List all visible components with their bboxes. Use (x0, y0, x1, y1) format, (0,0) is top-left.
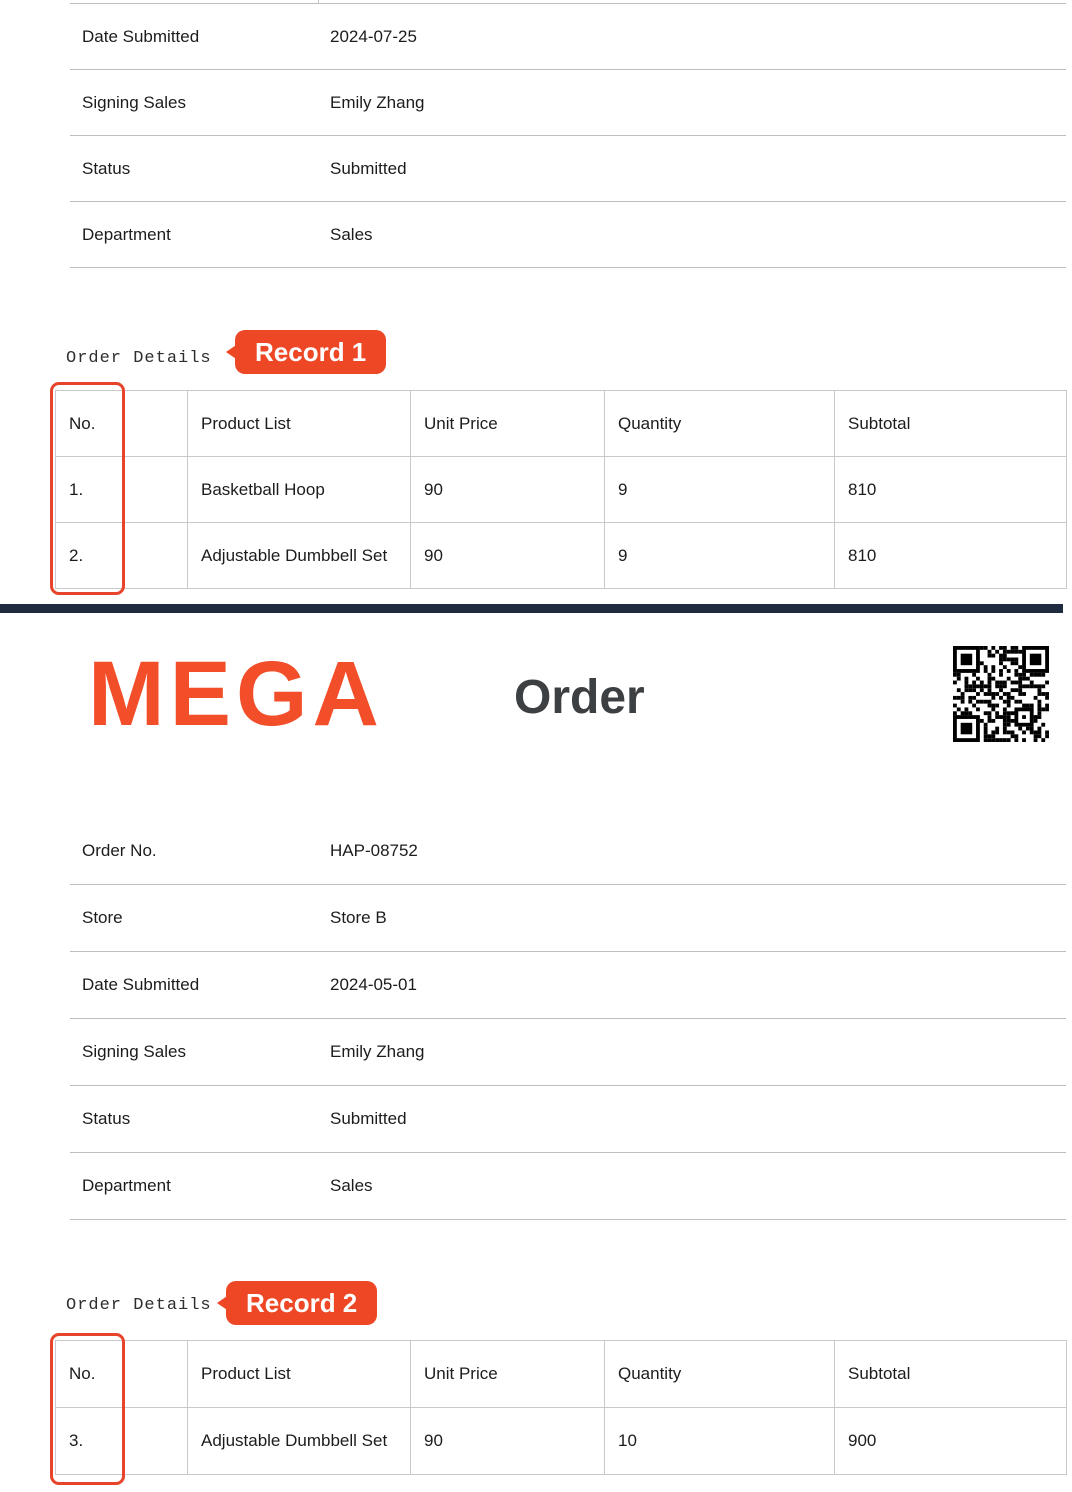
header-cell: Quantity (605, 391, 835, 457)
record1-badge (226, 330, 386, 374)
header-cell: Subtotal (835, 391, 1067, 457)
cell-quantity: 9 (605, 457, 835, 523)
cell-product: Basketball Hoop (188, 457, 411, 523)
cell-no: 1. (56, 457, 124, 523)
order-table-header-row (56, 391, 1067, 457)
record1-section-title: Order Details (66, 349, 212, 368)
cell-spacer (124, 1408, 188, 1475)
header-cell: Product List (188, 391, 411, 457)
header-cell: Unit Price (411, 1341, 605, 1408)
document-title: Order (514, 671, 645, 724)
order-table-row (56, 1408, 1067, 1475)
cell-product: Adjustable Dumbbell Set (188, 523, 411, 589)
order-table-row (56, 523, 1067, 589)
info-value: Store B (330, 908, 387, 927)
badge-label: Record 1 (235, 330, 386, 374)
qr-code (953, 646, 1049, 742)
info-row (70, 1019, 1066, 1086)
info-value: Sales (330, 1176, 373, 1195)
header-cell: No. (56, 1341, 124, 1408)
info-row (70, 1086, 1066, 1153)
header-cell: Quantity (605, 1341, 835, 1408)
info-row (70, 70, 1066, 136)
cell-unit-price: 90 (411, 1408, 605, 1475)
info-label: Department (82, 1176, 171, 1195)
info-label: Status (82, 158, 131, 178)
record2-badge (217, 1281, 377, 1325)
info-row (70, 952, 1066, 1019)
info-label: Signing Sales (82, 92, 186, 112)
cell-unit-price: 90 (411, 457, 605, 523)
record1-order-table (55, 390, 1067, 589)
header-cell (124, 391, 188, 457)
cell-subtotal: 810 (835, 457, 1067, 523)
cell-subtotal: 900 (835, 1408, 1067, 1475)
header-cell: Unit Price (411, 391, 605, 457)
info-row (70, 202, 1066, 268)
info-row (70, 818, 1066, 885)
info-value: HAP-08752 (330, 841, 418, 860)
mega-logo: MEGA (88, 643, 384, 745)
header-cell: Product List (188, 1341, 411, 1408)
cell-no: 2. (56, 523, 124, 589)
info-row (70, 4, 1066, 70)
info-value: Submitted (330, 158, 407, 178)
info-value: 2024-07-25 (330, 26, 417, 46)
info-label: Date Submitted (82, 26, 200, 46)
info-label: Store (82, 908, 123, 927)
record1-no-column-highlight (50, 382, 125, 595)
badge-label: Record 2 (226, 1281, 377, 1325)
cell-spacer (124, 523, 188, 589)
info-value: Emily Zhang (330, 1042, 425, 1061)
record-divider-bar (0, 604, 1063, 613)
cell-product: Adjustable Dumbbell Set (188, 1408, 411, 1475)
record2-no-column-highlight (50, 1333, 125, 1485)
info-row (70, 885, 1066, 952)
order-table-row (56, 457, 1067, 523)
header-cell: No. (56, 391, 124, 457)
info-value: Emily Zhang (330, 92, 425, 112)
record2-order-table (55, 1340, 1067, 1475)
info-value: Sales (330, 224, 373, 244)
info-value: Submitted (330, 1109, 407, 1128)
record1-info-table (70, 3, 1066, 268)
info-value: 2024-05-01 (330, 975, 417, 994)
info-label: Order No. (82, 841, 157, 860)
cell-no: 3. (56, 1408, 124, 1475)
info-label: Status (82, 1109, 131, 1128)
info-row (70, 1153, 1066, 1220)
info-row (70, 136, 1066, 202)
cell-quantity: 9 (605, 523, 835, 589)
record2-section-title: Order Details (66, 1296, 212, 1315)
cell-spacer (124, 457, 188, 523)
header-cell (124, 1341, 188, 1408)
cell-unit-price: 90 (411, 523, 605, 589)
info-label: Signing Sales (82, 1042, 186, 1061)
order-table-header-row (56, 1341, 1067, 1408)
info-label: Date Submitted (82, 975, 200, 994)
record2-info-table (70, 818, 1066, 1220)
cell-subtotal: 810 (835, 523, 1067, 589)
header-cell: Subtotal (835, 1341, 1067, 1408)
cell-quantity: 10 (605, 1408, 835, 1475)
info-label: Department (82, 224, 171, 244)
